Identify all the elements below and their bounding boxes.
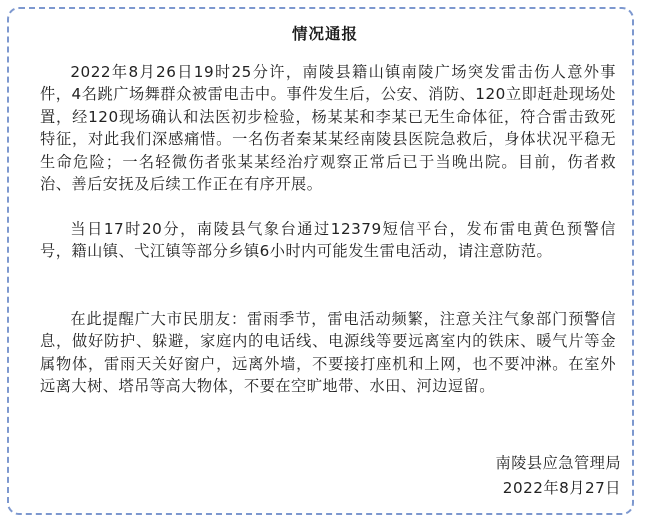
issue-date: 2022年8月27日 <box>502 479 621 497</box>
paragraph-safety-reminder: 在此提醒广大市民朋友：雷雨季节，雷电活动频繁，注意关注气象部门预警信息，做好防护、躲避，家庭内的电话线、电源线等要远离室内的铁床、暖气片等金属物体，雷雨天关好窗户，远离外墙，不要接打座机和上网，也不要冲淋。在室外远离大树、塔吊等高大物体，不要在空旷地带、水田、河边逗留。 <box>40 310 616 396</box>
paragraph-incident: 2022年8月26日19时25分许，南陵县籍山镇南陵广场突发雷击伤人意外事件，4名跳广场舞群众被雷电击中。事件发生后，公安、消防、120立即赶赴现场处置，经120现场确认和法医初步检验，杨某某和李某已无生命体征，符合雷击致死特征，对此我们深感痛惜。一名伤者秦某某经南陵县医院急救后，身体状况平稳无生命危险；一名轻微伤者张某某经治疗观察正常后已于当晚出院。目前，伤者救治、善后安抚及后续工作正在有序开展。 <box>40 63 616 194</box>
notice-title: 情况通报 <box>291 25 358 43</box>
issuer-signature: 南陵县应急管理局 <box>495 454 621 472</box>
paragraph-weather-warning: 当日17时20分，南陵县气象台通过12379短信平台，发布雷电黄色预警信号，籍山镇、弋江镇等部分乡镇6小时内可能发生雷电活动，请注意防范。 <box>40 220 616 261</box>
